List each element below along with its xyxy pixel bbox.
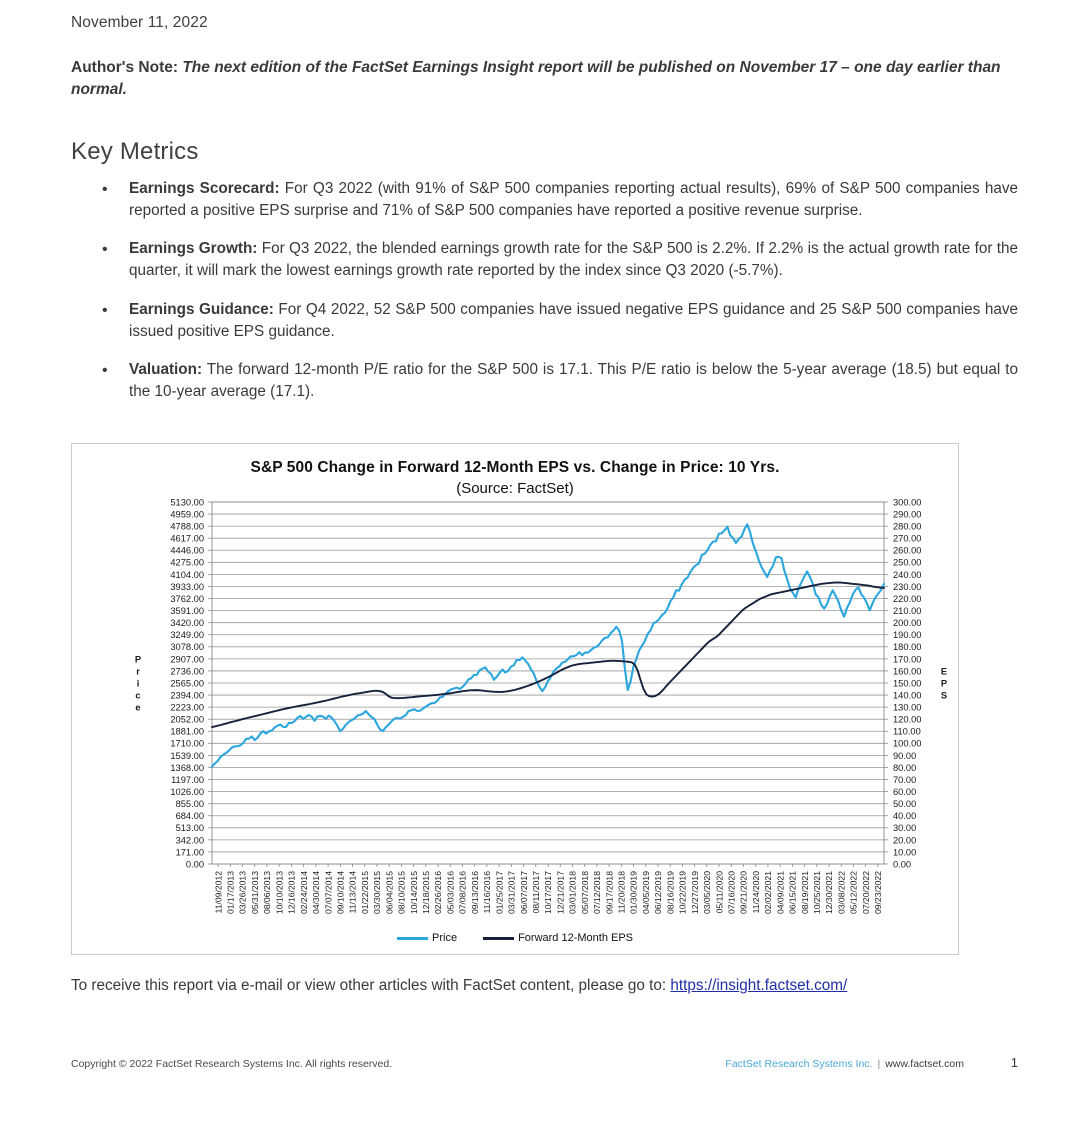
chart-title: S&P 500 Change in Forward 12-Month EPS vs. Change in Price: 10 Yrs.: [250, 459, 780, 477]
list-item: [71, 178, 1018, 222]
svg-text:2394.00: 2394.00: [170, 690, 204, 701]
key-metrics-list: [71, 178, 1018, 403]
legend-item-price: [397, 932, 457, 944]
svg-text:1026.00: 1026.00: [170, 787, 204, 798]
chart-plot-area: [72, 444, 958, 954]
svg-text:07/08/2016: 07/08/2016: [457, 871, 468, 915]
svg-text:180.00: 180.00: [893, 642, 922, 653]
insight-link[interactable]: https://insight.factset.com/: [670, 977, 848, 995]
svg-text:2736.00: 2736.00: [170, 666, 204, 677]
svg-text:08/06/2013: 08/06/2013: [262, 871, 273, 915]
metric-label: Earnings Growth:: [129, 240, 258, 258]
svg-text:684.00: 684.00: [175, 811, 204, 822]
authors-note-label: Author's Note:: [71, 59, 179, 76]
svg-text:0.00: 0.00: [185, 859, 204, 870]
svg-text:10/25/2021: 10/25/2021: [812, 871, 822, 915]
svg-text:70.00: 70.00: [893, 775, 917, 786]
svg-text:3078.00: 3078.00: [170, 642, 204, 653]
factset-brand: FactSet Research Systems Inc.: [725, 1058, 873, 1070]
svg-text:12/30/2021: 12/30/2021: [824, 871, 835, 915]
svg-text:10.00: 10.00: [893, 847, 917, 858]
svg-text:80.00: 80.00: [893, 763, 917, 774]
legend-label-price: Price: [432, 932, 458, 945]
copyright-text: Copyright © 2022 FactSet Research Systems Inc. All rights reserved.: [71, 1058, 393, 1070]
svg-text:03/05/2020: 03/05/2020: [702, 871, 713, 915]
metric-text: For Q3 2022 (with 91% of S&P 500 companies reporting actual results), 69% of S&P 500 companies have reported a positive EPS surprise and 71% of S&P 500 companies have reported a positive revenue surprise.: [129, 179, 1019, 220]
svg-text:290.00: 290.00: [893, 509, 922, 520]
svg-text:e: e: [135, 702, 141, 713]
svg-text:100.00: 100.00: [893, 739, 922, 750]
svg-text:08/10/2015: 08/10/2015: [396, 871, 407, 915]
svg-text:01/25/2017: 01/25/2017: [494, 871, 505, 915]
svg-text:04/30/2014: 04/30/2014: [311, 871, 322, 915]
bullet-icon: •: [102, 301, 108, 319]
svg-text:200.00: 200.00: [893, 618, 922, 629]
svg-text:4788.00: 4788.00: [170, 521, 204, 532]
svg-text:06/12/2019: 06/12/2019: [653, 871, 664, 915]
svg-text:513.00: 513.00: [175, 823, 204, 834]
svg-text:3762.00: 3762.00: [170, 594, 204, 605]
svg-text:2907.00: 2907.00: [170, 654, 204, 665]
svg-text:03/30/2015: 03/30/2015: [372, 871, 383, 915]
svg-text:06/15/2021: 06/15/2021: [787, 871, 798, 915]
svg-text:c: c: [135, 690, 141, 701]
svg-text:08/19/2021: 08/19/2021: [799, 871, 810, 915]
svg-text:30.00: 30.00: [893, 823, 917, 834]
page-footer: [71, 1055, 1018, 1070]
svg-text:11/24/2020: 11/24/2020: [750, 871, 761, 914]
metric-label: Earnings Guidance:: [129, 300, 274, 318]
metric-label: Valuation:: [129, 360, 203, 378]
svg-text:1881.00: 1881.00: [170, 726, 204, 737]
svg-text:08/11/2017: 08/11/2017: [530, 871, 541, 914]
svg-text:05/11/2020: 05/11/2020: [714, 871, 725, 914]
svg-text:01/30/2019: 01/30/2019: [628, 871, 639, 915]
svg-text:09/23/2022: 09/23/2022: [873, 871, 884, 915]
svg-text:1368.00: 1368.00: [170, 763, 204, 774]
svg-text:1539.00: 1539.00: [170, 751, 204, 762]
svg-text:06/07/2017: 06/07/2017: [518, 871, 529, 915]
svg-text:03/26/2013: 03/26/2013: [237, 871, 248, 915]
report-date: November 11, 2022: [71, 14, 208, 31]
svg-text:11/16/2016: 11/16/2016: [482, 871, 493, 914]
svg-text:10/22/2019: 10/22/2019: [677, 871, 688, 915]
svg-text:130.00: 130.00: [893, 702, 922, 713]
svg-text:230.00: 230.00: [893, 582, 922, 593]
svg-text:4446.00: 4446.00: [170, 545, 204, 556]
svg-text:12/27/2019: 12/27/2019: [689, 871, 700, 915]
legend-swatch-price: [397, 937, 428, 940]
svg-text:170.00: 170.00: [893, 654, 922, 665]
svg-text:342.00: 342.00: [175, 835, 204, 846]
svg-text:150.00: 150.00: [893, 678, 922, 689]
svg-text:20.00: 20.00: [893, 835, 917, 846]
document-content: [71, 0, 1018, 995]
svg-text:r: r: [136, 666, 140, 677]
svg-text:E: E: [940, 666, 948, 677]
svg-text:260.00: 260.00: [893, 545, 922, 556]
svg-text:1197.00: 1197.00: [171, 775, 204, 786]
svg-text:05/03/2016: 05/03/2016: [445, 871, 456, 915]
bullet-icon: •: [102, 361, 108, 379]
svg-text:03/01/2018: 03/01/2018: [567, 871, 578, 915]
svg-text:05/07/2018: 05/07/2018: [579, 871, 590, 915]
svg-text:11/09/2012: 11/09/2012: [213, 871, 224, 914]
svg-text:190.00: 190.00: [893, 630, 922, 641]
svg-text:07/16/2020: 07/16/2020: [726, 871, 737, 915]
svg-text:250.00: 250.00: [893, 558, 922, 569]
svg-text:4275.00: 4275.00: [170, 558, 204, 569]
chart-svg: [72, 444, 958, 954]
svg-text:07/07/2014: 07/07/2014: [323, 871, 334, 915]
svg-text:04/09/2021: 04/09/2021: [775, 871, 786, 915]
svg-text:210.00: 210.00: [893, 606, 922, 617]
legend-item-eps: [483, 932, 633, 944]
svg-text:01/17/2013: 01/17/2013: [225, 871, 236, 915]
receive-report-text: To receive this report via e-mail or view other articles with FactSet content, please go to:: [71, 977, 671, 995]
svg-text:10/10/2013: 10/10/2013: [274, 871, 285, 915]
chart-container: [71, 443, 959, 955]
svg-text:09/21/2020: 09/21/2020: [738, 871, 749, 915]
svg-text:220.00: 220.00: [893, 594, 922, 605]
page-number: 1: [1010, 1055, 1018, 1070]
svg-text:2052.00: 2052.00: [170, 714, 204, 725]
svg-text:10/14/2015: 10/14/2015: [408, 871, 419, 915]
svg-text:09/10/2014: 09/10/2014: [335, 871, 346, 915]
svg-text:P: P: [134, 654, 142, 665]
legend-swatch-eps: [483, 937, 514, 940]
svg-text:10/17/2017: 10/17/2017: [543, 871, 554, 915]
svg-text:140.00: 140.00: [893, 690, 922, 701]
svg-text:120.00: 120.00: [893, 714, 922, 725]
factset-url: www.factset.com: [885, 1058, 964, 1070]
svg-text:160.00: 160.00: [893, 666, 922, 677]
svg-text:0.00: 0.00: [893, 859, 912, 870]
svg-text:4617.00: 4617.00: [170, 533, 204, 544]
metric-text: The forward 12-month P/E ratio for the S&P 500 is 17.1. This P/E ratio is below the 5-year average (18.5) but equal to the 10-year average (17.1).: [129, 360, 1018, 401]
authors-note-body: The next edition of the FactSet Earnings Insight report will be published on November 17 – one day earlier than normal.: [71, 59, 1001, 99]
svg-text:280.00: 280.00: [893, 521, 922, 532]
authors-note: [71, 57, 1018, 102]
svg-text:11/13/2014: 11/13/2014: [347, 871, 358, 914]
svg-text:02/24/2014: 02/24/2014: [298, 871, 309, 915]
svg-text:12/18/2015: 12/18/2015: [421, 871, 432, 915]
svg-text:240.00: 240.00: [893, 570, 922, 581]
chart-subtitle: (Source: FactSet): [456, 479, 574, 497]
svg-text:171.00: 171.00: [175, 847, 204, 858]
svg-text:2565.00: 2565.00: [170, 678, 204, 689]
page-title: Key Metrics: [71, 137, 199, 165]
list-item: [71, 238, 1018, 282]
svg-text:5130.00: 5130.00: [170, 497, 204, 508]
svg-text:12/16/2013: 12/16/2013: [286, 871, 297, 915]
svg-text:03/08/2022: 03/08/2022: [836, 871, 847, 915]
svg-text:12/21/2017: 12/21/2017: [555, 871, 566, 915]
svg-text:09/13/2016: 09/13/2016: [469, 871, 480, 915]
svg-text:02/02/2021: 02/02/2021: [763, 871, 774, 915]
receive-report-line: [71, 977, 1018, 995]
svg-text:3591.00: 3591.00: [170, 606, 204, 617]
footer-divider: |: [877, 1058, 881, 1070]
svg-text:i: i: [136, 678, 140, 689]
svg-text:4959.00: 4959.00: [170, 509, 204, 520]
bullet-icon: •: [102, 241, 108, 259]
svg-text:S: S: [940, 690, 948, 701]
svg-text:3933.00: 3933.00: [170, 582, 204, 593]
svg-text:05/31/2013: 05/31/2013: [249, 871, 260, 915]
svg-text:300.00: 300.00: [893, 497, 922, 508]
chart-legend: [72, 932, 958, 944]
svg-text:1710.00: 1710.00: [170, 739, 204, 750]
svg-text:110.00: 110.00: [893, 726, 921, 737]
svg-text:07/20/2022: 07/20/2022: [860, 871, 871, 915]
svg-text:02/26/2016: 02/26/2016: [433, 871, 444, 915]
svg-text:3249.00: 3249.00: [170, 630, 204, 641]
metric-label: Earnings Scorecard:: [129, 179, 280, 197]
svg-text:04/05/2019: 04/05/2019: [640, 871, 651, 915]
svg-text:4104.00: 4104.00: [170, 570, 204, 581]
list-item: [71, 359, 1018, 403]
bullet-icon: •: [102, 180, 108, 198]
svg-text:01/22/2015: 01/22/2015: [359, 871, 370, 915]
svg-text:3420.00: 3420.00: [170, 618, 204, 629]
svg-text:2223.00: 2223.00: [170, 702, 204, 713]
svg-text:05/12/2022: 05/12/2022: [848, 871, 859, 915]
legend-label-eps: Forward 12-Month EPS: [518, 932, 633, 945]
svg-text:90.00: 90.00: [893, 751, 917, 762]
svg-text:06/04/2015: 06/04/2015: [384, 871, 395, 915]
list-item: [71, 299, 1018, 343]
svg-text:07/12/2018: 07/12/2018: [592, 871, 603, 915]
svg-text:40.00: 40.00: [893, 811, 917, 822]
svg-text:P: P: [940, 678, 948, 689]
svg-text:855.00: 855.00: [175, 799, 204, 810]
svg-text:60.00: 60.00: [893, 787, 917, 798]
metric-text: For Q3 2022, the blended earnings growth rate for the S&P 500 is 2.2%. If 2.2% is the actual growth rate for the quarter, it will mark the lowest earnings growth rate reported by the index since Q3 2020 (-5.7%).: [129, 240, 1019, 280]
svg-text:09/17/2018: 09/17/2018: [604, 871, 615, 915]
svg-text:50.00: 50.00: [893, 799, 917, 810]
svg-text:11/20/2018: 11/20/2018: [616, 871, 627, 914]
svg-text:270.00: 270.00: [893, 533, 922, 544]
metric-text: For Q4 2022, 52 S&P 500 companies have issued negative EPS guidance and 25 S&P 500 companies have issued positive EPS guidance.: [129, 300, 1019, 340]
svg-text:08/16/2019: 08/16/2019: [665, 871, 676, 915]
svg-text:03/31/2017: 03/31/2017: [506, 871, 517, 915]
